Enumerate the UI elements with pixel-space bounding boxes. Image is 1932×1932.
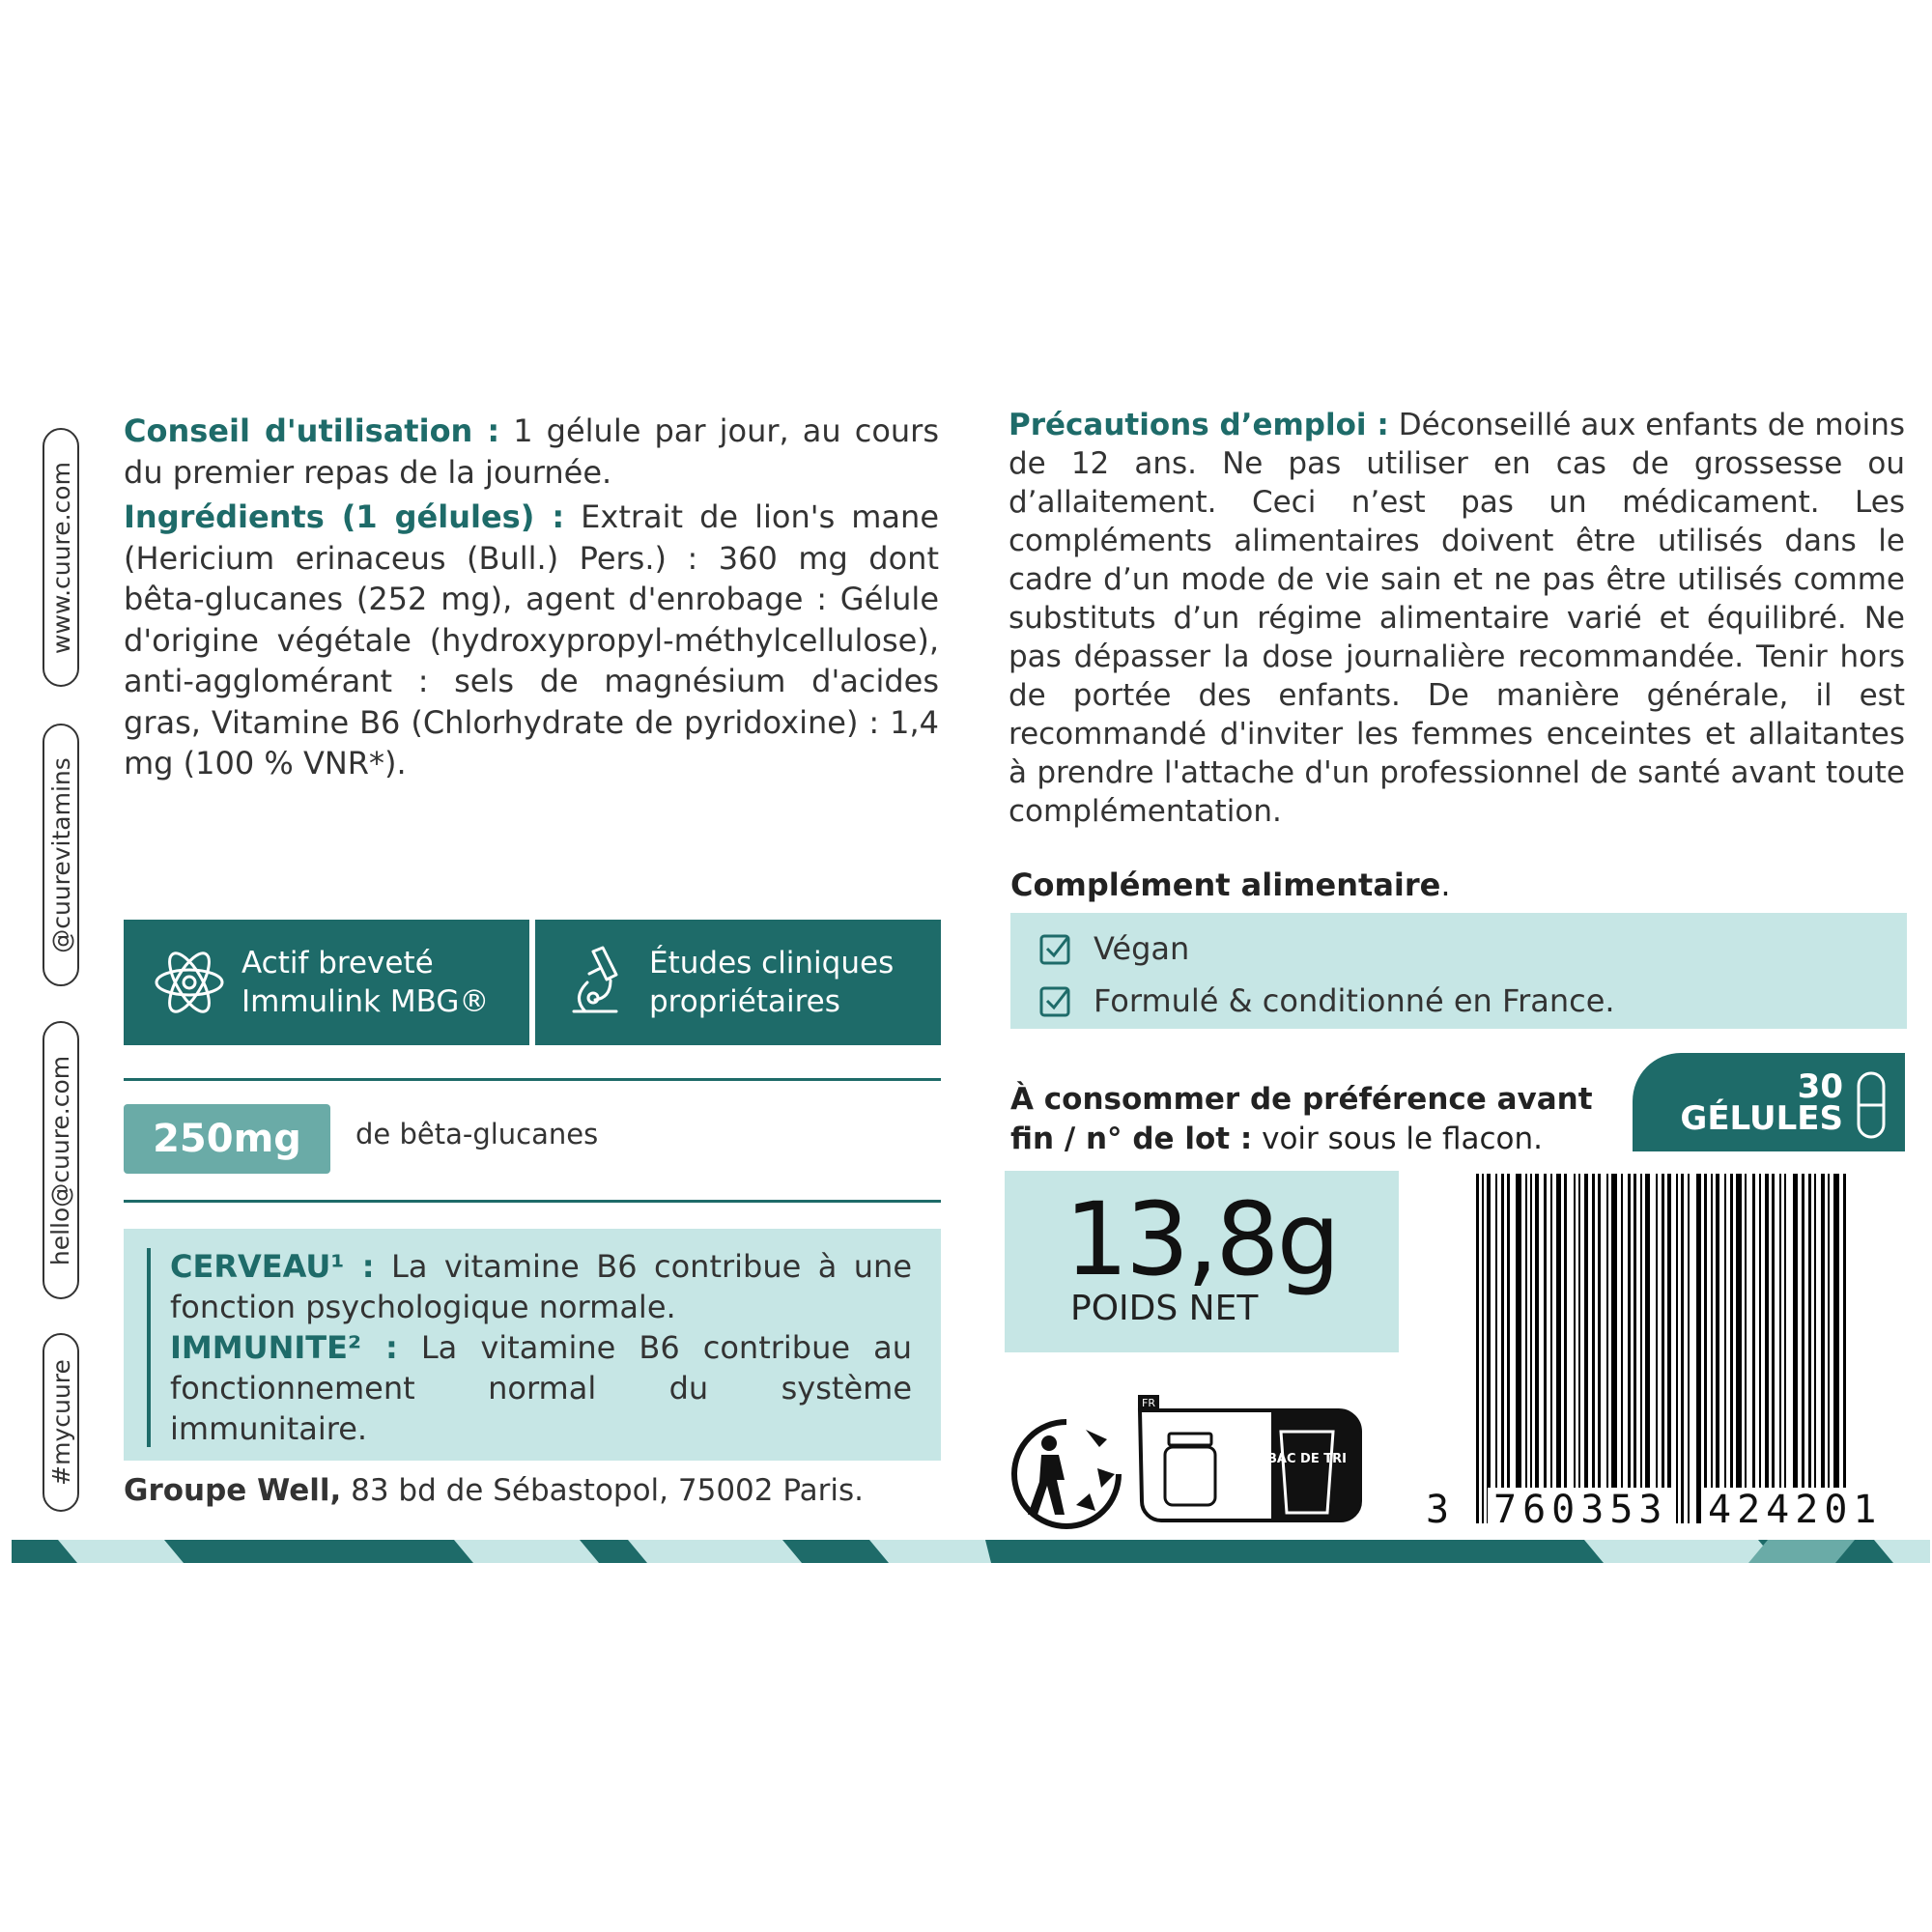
dose-label: de bêta-glucanes [355, 1118, 599, 1151]
checkbox-icon [1039, 984, 1072, 1017]
instagram-tag [43, 724, 79, 986]
dose-value: 250mg [153, 1117, 301, 1161]
bottom-band [0, 1540, 1932, 1569]
barcode-bar [1584, 1174, 1588, 1523]
usage-text: 1 gélule par jour, au cours du premier repas de la journée. [124, 412, 940, 491]
barcode-bar [1681, 1174, 1684, 1523]
capsule-label: GÉLULES [1680, 1099, 1843, 1138]
ingredients-paragraph [124, 497, 939, 784]
barcode-bar [1730, 1174, 1733, 1523]
claims-accent-line [147, 1248, 151, 1447]
barcode-bar [1833, 1174, 1839, 1523]
barcode-bar [1772, 1174, 1775, 1523]
barcode-bar [1634, 1174, 1636, 1523]
barcode-bar [1808, 1174, 1811, 1523]
recycling-country: FR [1142, 1397, 1155, 1409]
supplement-title: Complément alimentaire. [1010, 867, 1451, 903]
barcode-bar [1843, 1174, 1846, 1523]
barcode-bar [1476, 1174, 1479, 1523]
barcode-bar [1802, 1174, 1804, 1523]
divider-top [124, 1078, 941, 1081]
barcode-bar [1724, 1174, 1726, 1523]
immunity-claim-text: La vitamine B6 contribue au fonctionnement normal du système immunitaire. [170, 1329, 912, 1447]
best-before-lot: fin / n° de lot : [1010, 1122, 1253, 1156]
website-text: www.cuure.com [46, 461, 75, 654]
ingredients-label: Ingrédients (1 gélules) : [124, 498, 565, 535]
barcode-bar [1621, 1174, 1623, 1523]
email-tag [43, 1021, 79, 1299]
barcode-bar [1736, 1174, 1742, 1523]
barcode-bar [1530, 1174, 1532, 1523]
recycling-bin-label: BAC DE TRI [1267, 1452, 1347, 1466]
hashtag-tag [43, 1333, 79, 1512]
barcode-bar [1501, 1174, 1504, 1523]
barcode-bar [1688, 1174, 1690, 1523]
usage-paragraph [124, 411, 939, 493]
badge-right-line1: Études cliniques [649, 946, 895, 980]
barcode-bar [1765, 1174, 1769, 1523]
precautions-text: Déconseillé aux enfants de moins de 12 ans. Ne pas utiliser en cas de grossesse ou d’allaitement. Ceci n’est pas un médicament. Les compléments alimentaires doivent être utilisés dans le cadre d’un mode de vie sain et ne pas être utilisés comme substituts d’un régime alimentaire varié et équilibré. Ne pas dépasser la dose journalière recommandée. Tenir hors de portée des enfants. De manière générale, il est recommandé d'inviter les femmes enceintes et allaitantes à prendre l'attache d'un professionnel de santé avant toute complémentation. [1009, 408, 1905, 829]
barcode-bar [1793, 1174, 1798, 1523]
barcode-bar [1696, 1174, 1701, 1523]
divider-bottom [124, 1200, 941, 1203]
barcode-digits-left: 760353 [1488, 1488, 1674, 1532]
hashtag-text: #mycuure [46, 1359, 75, 1486]
precautions-paragraph [1009, 406, 1905, 831]
brain-claim-text: La vitamine B6 contribue à une fonction psychologique normale. [170, 1248, 913, 1325]
website-tag [43, 428, 79, 687]
barcode-bar [1611, 1174, 1617, 1523]
barcode-bar [1487, 1174, 1491, 1523]
claims-text [170, 1246, 912, 1449]
barcode-bar [1495, 1174, 1497, 1523]
barcode-bar [1544, 1174, 1547, 1523]
precautions-label: Précautions d’emploi : [1009, 408, 1389, 442]
barcode-bar [1578, 1174, 1580, 1523]
barcode-bar [1716, 1174, 1719, 1523]
immunity-claim-label: IMMUNITE² : [170, 1329, 398, 1366]
check-vegan: Végan [1039, 923, 1878, 975]
barcode-bar [1640, 1174, 1642, 1523]
barcode-bar [1745, 1174, 1747, 1523]
badge-left-line2: Immulink MBG® [242, 984, 490, 1019]
barcode-bar [1656, 1174, 1658, 1523]
address-street: 83 bd de Sébastopol, 75002 Paris. [341, 1473, 865, 1508]
barcode-bar [1759, 1174, 1761, 1523]
barcode-bar [1606, 1174, 1608, 1523]
ingredients-text: Extrait de lion's mane (Hericium erinaceus (Bull.) Pers.) : 360 mg dont bêta-glucanes (252 mg), agent d'enrobage : Gélule d'origine végétale (hydroxypropyl-méthylcellulose), anti-agglomérant : sels de magnésium d'acides gras, Vitamine B6 (Chlorhydrate de pyridoxine) : 1,4 mg (100 % VNR*). [124, 498, 940, 781]
atom-icon [151, 944, 228, 1021]
barcode-bar [1550, 1174, 1552, 1523]
barcode-bar [1564, 1174, 1567, 1523]
triman-icon [1005, 1412, 1128, 1536]
supplement-box [1010, 913, 1907, 1029]
barcode-bar [1574, 1174, 1576, 1523]
address-company: Groupe Well, [124, 1473, 342, 1508]
barcode-bar [1821, 1174, 1825, 1523]
barcode-bar [1598, 1174, 1601, 1523]
barcode-digits-right: 424201 [1702, 1488, 1889, 1532]
jar-icon [1165, 1434, 1215, 1505]
barcode-bar [1556, 1174, 1561, 1523]
barcode-bar [1814, 1174, 1816, 1523]
net-weight-label: POIDS NET [1070, 1289, 1259, 1328]
instagram-text: @cuurevitamins [46, 756, 75, 953]
barcode-digit-first: 3 [1426, 1488, 1450, 1532]
best-before-line1: À consommer de préférence avant [1010, 1082, 1593, 1117]
best-before-rest: voir sous le flacon. [1252, 1122, 1543, 1156]
barcode-bar [1784, 1174, 1786, 1523]
checkbox-icon [1039, 932, 1072, 965]
barcode-bar [1667, 1174, 1671, 1523]
badge-left-content [151, 920, 489, 1045]
barcode-bar [1711, 1174, 1713, 1523]
email-text: hello@cuure.com [46, 1055, 75, 1265]
brain-claim-label: CERVEAU¹ : [170, 1248, 375, 1285]
capsule-count: 30 [1797, 1067, 1843, 1106]
badge-left-line1: Actif breveté [242, 946, 434, 980]
dose-pill [124, 1104, 330, 1174]
barcode-bar [1525, 1174, 1527, 1523]
capsule-icon [1856, 1070, 1887, 1140]
recycling-info-icon [1136, 1393, 1362, 1524]
best-before [1010, 1080, 1593, 1159]
barcode-bar [1752, 1174, 1755, 1523]
barcode-bar [1645, 1174, 1650, 1523]
address [124, 1473, 864, 1508]
net-weight-value: 13,8g [1065, 1180, 1338, 1298]
barcode-bar [1507, 1174, 1510, 1523]
badge-right-line2: propriétaires [649, 984, 840, 1019]
barcode-bar [1828, 1174, 1830, 1523]
barcode-bar [1676, 1174, 1678, 1523]
usage-label: Conseil d'utilisation : [124, 412, 500, 449]
barcode-bar [1779, 1174, 1781, 1523]
barcode-bar [1704, 1174, 1707, 1523]
barcode-bar [1662, 1174, 1664, 1523]
barcode-bar [1535, 1174, 1539, 1523]
barcode-bar [1628, 1174, 1631, 1523]
barcode-bar [1516, 1174, 1521, 1523]
microscope-icon [564, 944, 626, 1021]
check-made-in-france: Formulé & conditionné en France. [1039, 975, 1878, 1027]
badge-right-content [564, 920, 894, 1045]
barcode-bar [1482, 1174, 1484, 1523]
barcode-bar [1592, 1174, 1595, 1523]
